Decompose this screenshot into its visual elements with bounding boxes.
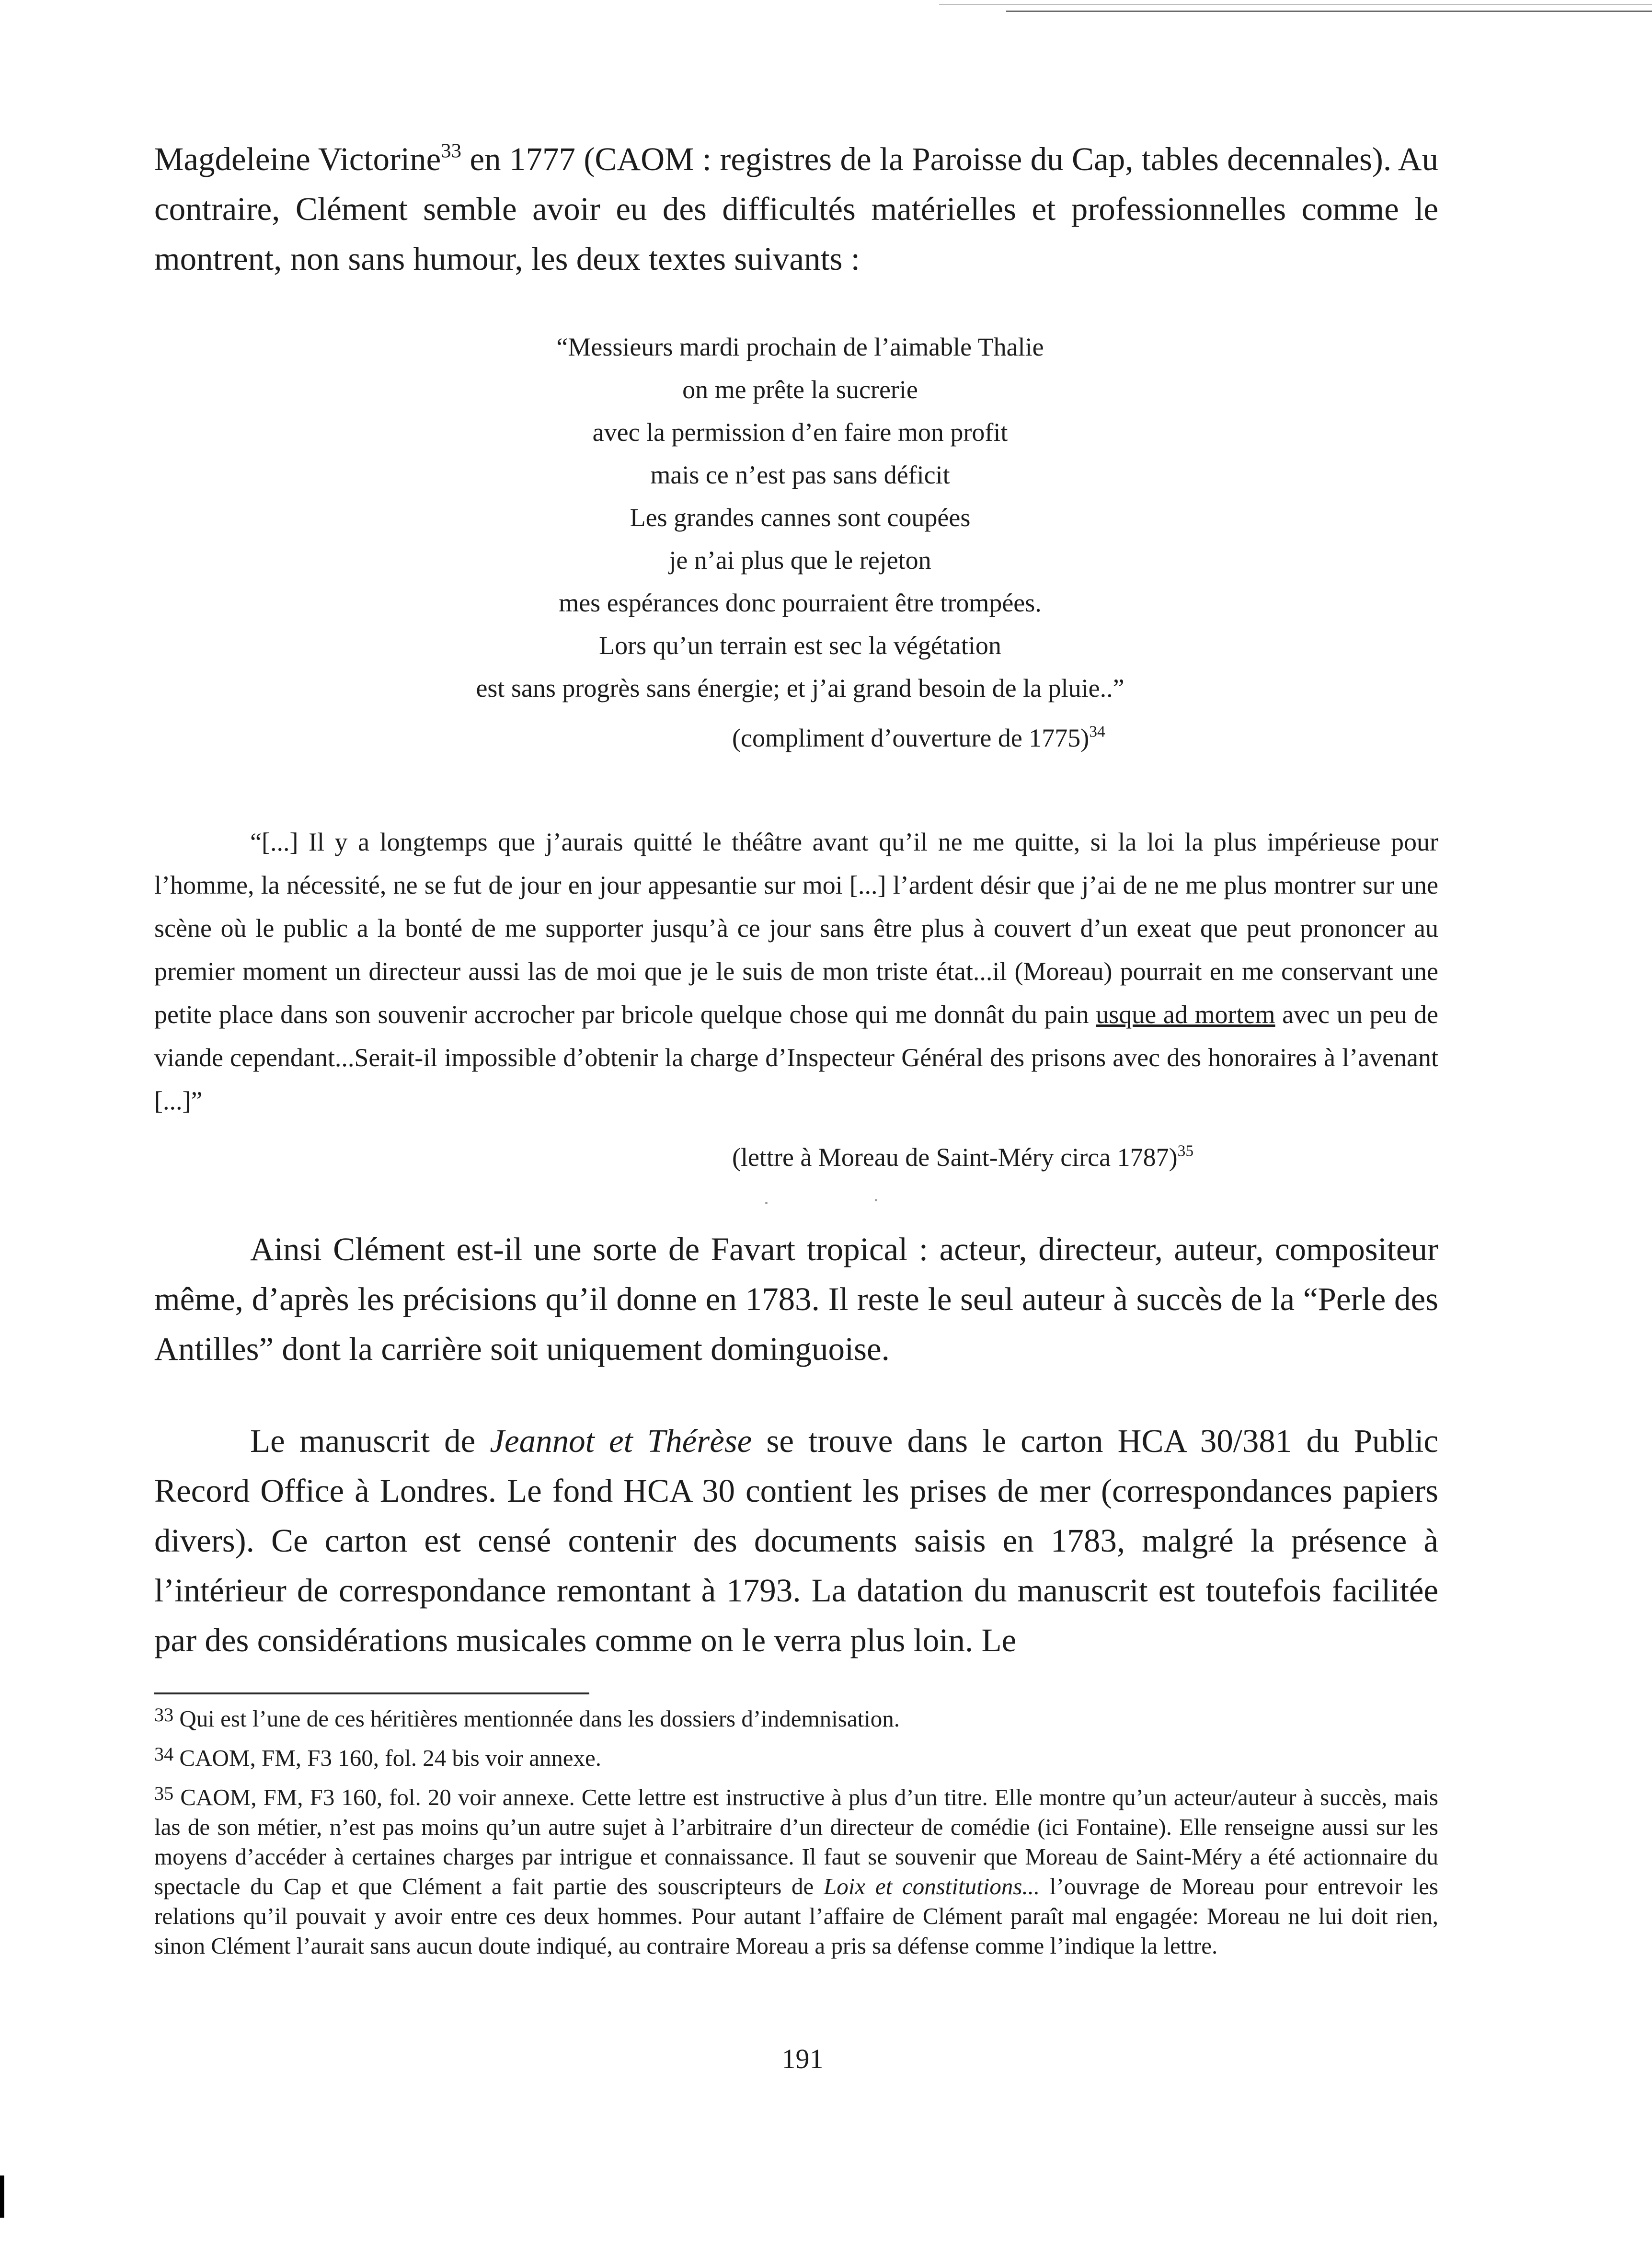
scan-speck (875, 1199, 877, 1201)
footnote-ref-35[interactable]: 35 (1177, 1142, 1194, 1160)
poem-line: je n’ai plus que le rejeton (669, 546, 931, 575)
manuscript-paragraph: Le manuscrit de Jeannot et Thérèse se trouve dans le carton HCA 30/381 du Public Record Office à Londres. Le fond HCA 30 contient les prises de mer (correspondances papiers divers). Ce carton est censé contenir des documents saisis en 1783, malgré la présence à l’intérieur de correspondance remontant à 1793. La datation du manuscrit est toutefois facilitée par des considérations musicales comme on le verra plus loin. Le (154, 1423, 1438, 1658)
poem-line: avec la permission d’en faire mon profit (592, 418, 1008, 447)
footnote-ref-34[interactable]: 34 (1089, 723, 1105, 741)
work-title: Jeannot et Thérèse (490, 1423, 752, 1459)
poem-line: “Messieurs mardi prochain de l’aimable Thalie (556, 333, 1044, 361)
poem-line: Lors qu’un terrain est sec la végétation (599, 631, 1001, 660)
footnote-ref-33[interactable]: 33 (441, 139, 462, 162)
work-title: Loix et constitutions... (824, 1873, 1040, 1899)
letter-quote: “[...] Il y a longtemps que j’aurais quitté le théâtre avant qu’il ne me quitte, si la loi la plus impérieuse pour l’homme, la nécessité, ne se fut de jour en jour appesantie sur moi [...] l’ardent désir que j’ai de ne me plus montrer sur une scène où le public a la bonté de me supporter jusqu’à ce jour sans être plus à couvert d’un exeat que peut prononcer au premier moment un directeur aussi las de moi que je le suis de mon triste état...il (Moreau) pourrait en me conservant une petite place dans son souvenir accrocher par bricole quelque chose qui me donnât du pain usque ad mortem avec un peu de viande cependant...Serait-il impossible d’obtenir la charge d’Inspecteur Général des prisons avec des honoraires à l’avenant [...]” (154, 828, 1439, 1115)
scan-speck (765, 1202, 768, 1204)
footnote-35: $^{35}$ CAOM, FM, F3 160, fol. 20 voir annexe. Cette lettre est instructive à plus d’un titre. Elle montre qu’un acteur/auteur à succès, mais las de son métier, n’est pas moins qu’un autre sujet à l’arbitraire d’un directeur de comédie (ici Fontaine). Elle renseigne aussi sur les moyens d’accéder à certaines charges par intrigue et connaissance. Il faut se souvenir que Moreau de Saint-Méry a été actionnaire du spectacle du Cap et que Clément a fait partie des souscripteurs de Loix et constitutions... l’ouvrage de Moreau pour entrevoir les relations qu’il pouvait y avoir entre ces deux hommes. Pour autant l’affaire de Clément paraît mal engagée: Moreau ne lui doit rien, sinon Clément l’aurait sans aucun doute indiqué, au contraire Moreau a pris sa défense comme l’indique la lettre. (154, 1782, 1438, 1959)
scan-edge-line (939, 4, 1652, 5)
intro-paragraph: Magdeleine Victorine$^{33}$ en 1777 (CAOM : registres de la Paroisse du Cap, tables decennales). Au contraire, Clément semble avoir eu des difficultés matérielles et professionnelles comme le montrent, non sans humour, les deux textes suivants : (154, 139, 1438, 277)
footnote-34: $^{34}$ CAOM, FM, F3 160, fol. 24 bis voir annexe. (154, 1743, 602, 1771)
page-number: 191 (781, 2043, 824, 2074)
favart-paragraph: Ainsi Clément est-il une sorte de Favart tropical : acteur, directeur, auteur, compositeur même, d’après les précisions qu’il donne en 1783. Il reste le seul auteur à succès de la “Perle des Antilles” dont la carrière soit uniquement dominguoise. (154, 1231, 1438, 1367)
poem-line: on me prête la sucrerie (682, 375, 918, 404)
poem-line: est sans progrès sans énergie; et j’ai grand besoin de la pluie..” (476, 674, 1124, 702)
scan-edge-mark (0, 2175, 4, 2218)
footnote-separator (154, 1692, 589, 1694)
poem-quote (335, 326, 1265, 710)
poem-attribution: (compliment d’ouverture de 1775)$^{34}$ (732, 723, 1105, 752)
poem-line: mais ce n’est pas sans déficit (650, 460, 950, 489)
scan-edge-line (1006, 11, 1652, 12)
poem-line: Les grandes cannes sont coupées (630, 503, 971, 532)
poem-line: mes espérances donc pourraient être trompées. (559, 588, 1042, 617)
latin-phrase: usque ad mortem (1096, 1000, 1275, 1029)
footnote-33: $^{33}$ Qui est l’une de ces héritières mentionnée dans les dossiers d’indemnisation. (154, 1704, 900, 1732)
letter-attribution: (lettre à Moreau de Saint-Méry circa 1787)$^{35}$ (732, 1142, 1194, 1172)
